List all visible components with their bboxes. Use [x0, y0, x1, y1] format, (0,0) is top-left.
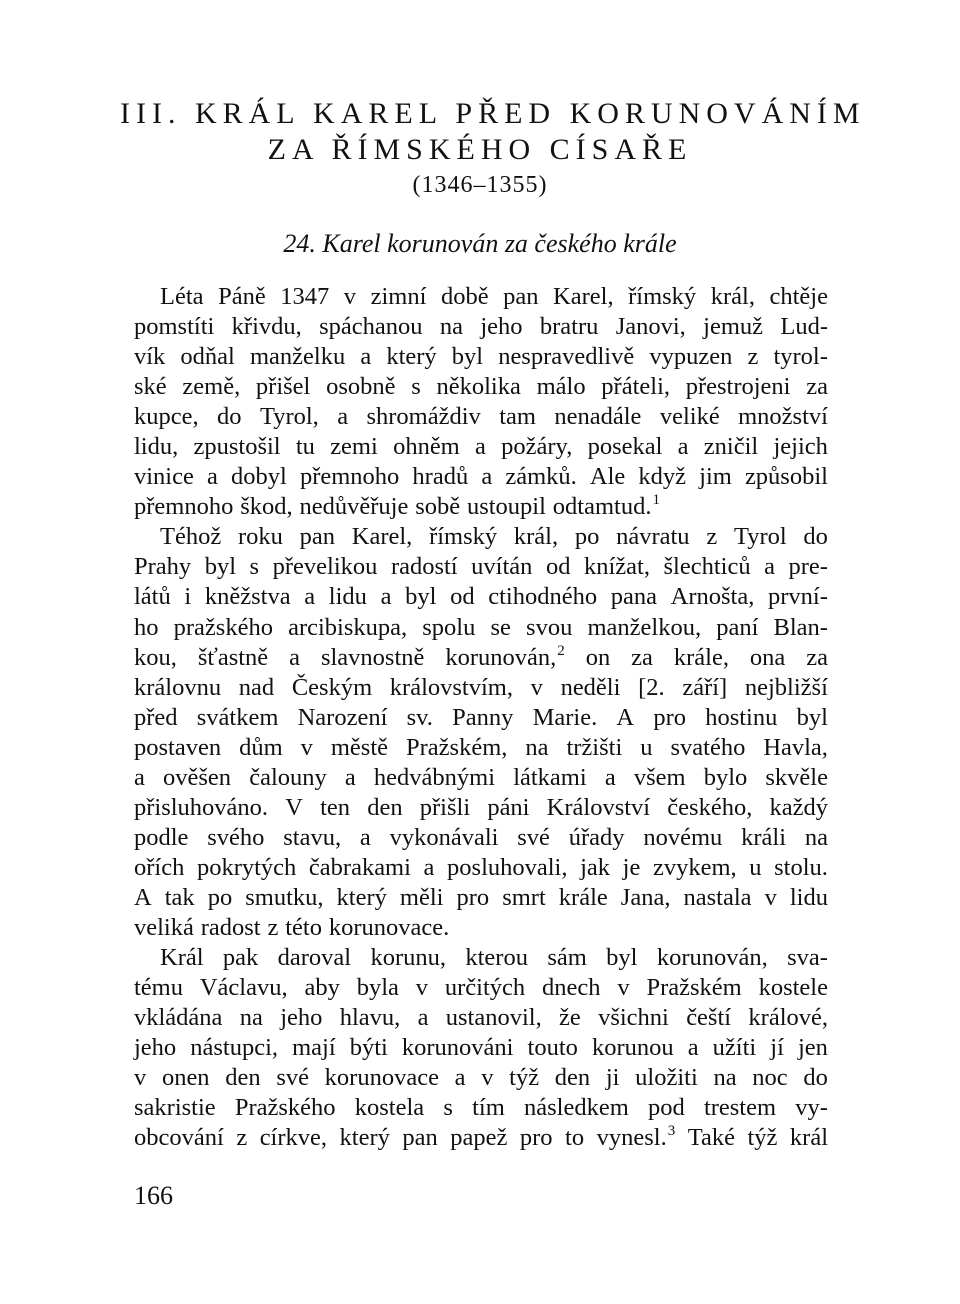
footnote-mark: 1	[652, 492, 660, 509]
chapter-years: (1346–1355)	[412, 172, 548, 198]
text-line: lidu, zpustošil tu zemi ohněm a požáry, posekal a zničil jejich	[134, 433, 828, 461]
text-line: pomstíti křivdu, spáchanou na jeho bratru Janovi, jemuž Lud-	[134, 313, 828, 341]
text-line: obcování z církve, který pan papež pro to vynesl.$^3$ Také týž král	[134, 1123, 828, 1152]
text-line: před svátkem Narození sv. Panny Marie. A pro hostinu byl	[134, 703, 828, 731]
text-line: kou, šťastně a slavnostně korunován,$^2$ on za krále, ona za	[134, 642, 828, 671]
text-line: Prahy byl s převelikou radostí uvítán od knížat, šlechticů a pre-	[134, 553, 828, 581]
text-line: látů i kněžstva a lidu a byl od ctihodného pana Arnošta, první-	[134, 583, 828, 611]
text-line: ořích pokrytých čabrakami a posluhovali, jak je zvykem, u stolu.	[134, 853, 828, 881]
text-line: kupce, do Tyrol, a shromáždiv tam nenadále veliké množství	[134, 403, 828, 431]
text-line: vinice a dobyl přemnoho hradů a zámků. Ale když jim způsobil	[134, 463, 828, 491]
text-line: ho pražského arcibiskupa, spolu se svou manželkou, paní Blan-	[134, 613, 828, 641]
footnote-mark: 3	[667, 1123, 676, 1140]
chapter-title-line-2: ZA ŘÍMSKÉHO CÍSAŘE	[267, 133, 693, 166]
text-line: vík odňal manželku a který byl nespravedlivě vypuzen z tyrol-	[134, 343, 828, 371]
text-line: přisluhováno. V ten den přišli páni Království českého, každý	[134, 793, 828, 821]
text-line: vkládána na jeho hlavu, a ustanovil, že všichni čeští králové,	[134, 1004, 828, 1032]
text-line: Téhož roku pan Karel, římský král, po návratu z Tyrol do	[160, 523, 828, 551]
text-line: postaven dům v městě Pražském, na tržišti u svatého Havla,	[134, 733, 828, 761]
body-text	[134, 282, 828, 1153]
page-number: 166	[134, 1181, 173, 1210]
text-line: královnu nad Českým královstvím, v neděli [2. září] nejbližší	[134, 673, 828, 701]
text-line: Král pak daroval korunu, kterou sám byl korunován, sva-	[160, 944, 828, 972]
text-line: v onen den své korunovace a v týž den ji uložiti na noc do	[134, 1064, 828, 1092]
text-line: přemnoho škod, nedůvěřuje sobě ustoupil odtamtud.$^1$	[134, 492, 660, 521]
section-title: 24. Karel korunován za českého krále	[283, 229, 677, 258]
text-line: ské země, přišel osobně s několika málo přáteli, přestrojeni za	[134, 373, 828, 401]
text-line: A tak po smutku, který měli pro smrt krále Jana, nastala v lidu	[134, 883, 828, 911]
chapter-title-line-1: III. KRÁL KAREL PŘED KORUNOVÁNÍM	[120, 97, 866, 130]
text-line: podle svého stavu, a vykonávali své úřady novému králi na	[134, 823, 828, 851]
footnote-mark: 2	[557, 642, 565, 659]
text-line: a ověšen čalouny a hedvábnými látkami a všem bylo skvěle	[134, 763, 828, 791]
text-line: sakristie Pražského kostela s tím následkem pod trestem vy-	[134, 1094, 828, 1122]
text-line: veliká radost z této korunovace.	[134, 913, 450, 941]
text-line: jeho nástupci, mají býti korunováni touto korunou a užíti jí jen	[134, 1034, 828, 1062]
text-line: Léta Páně 1347 v zimní době pan Karel, římský král, chtěje	[160, 283, 828, 310]
text-line: tému Václavu, aby byla v určitých dnech v Pražském kostele	[134, 974, 828, 1002]
